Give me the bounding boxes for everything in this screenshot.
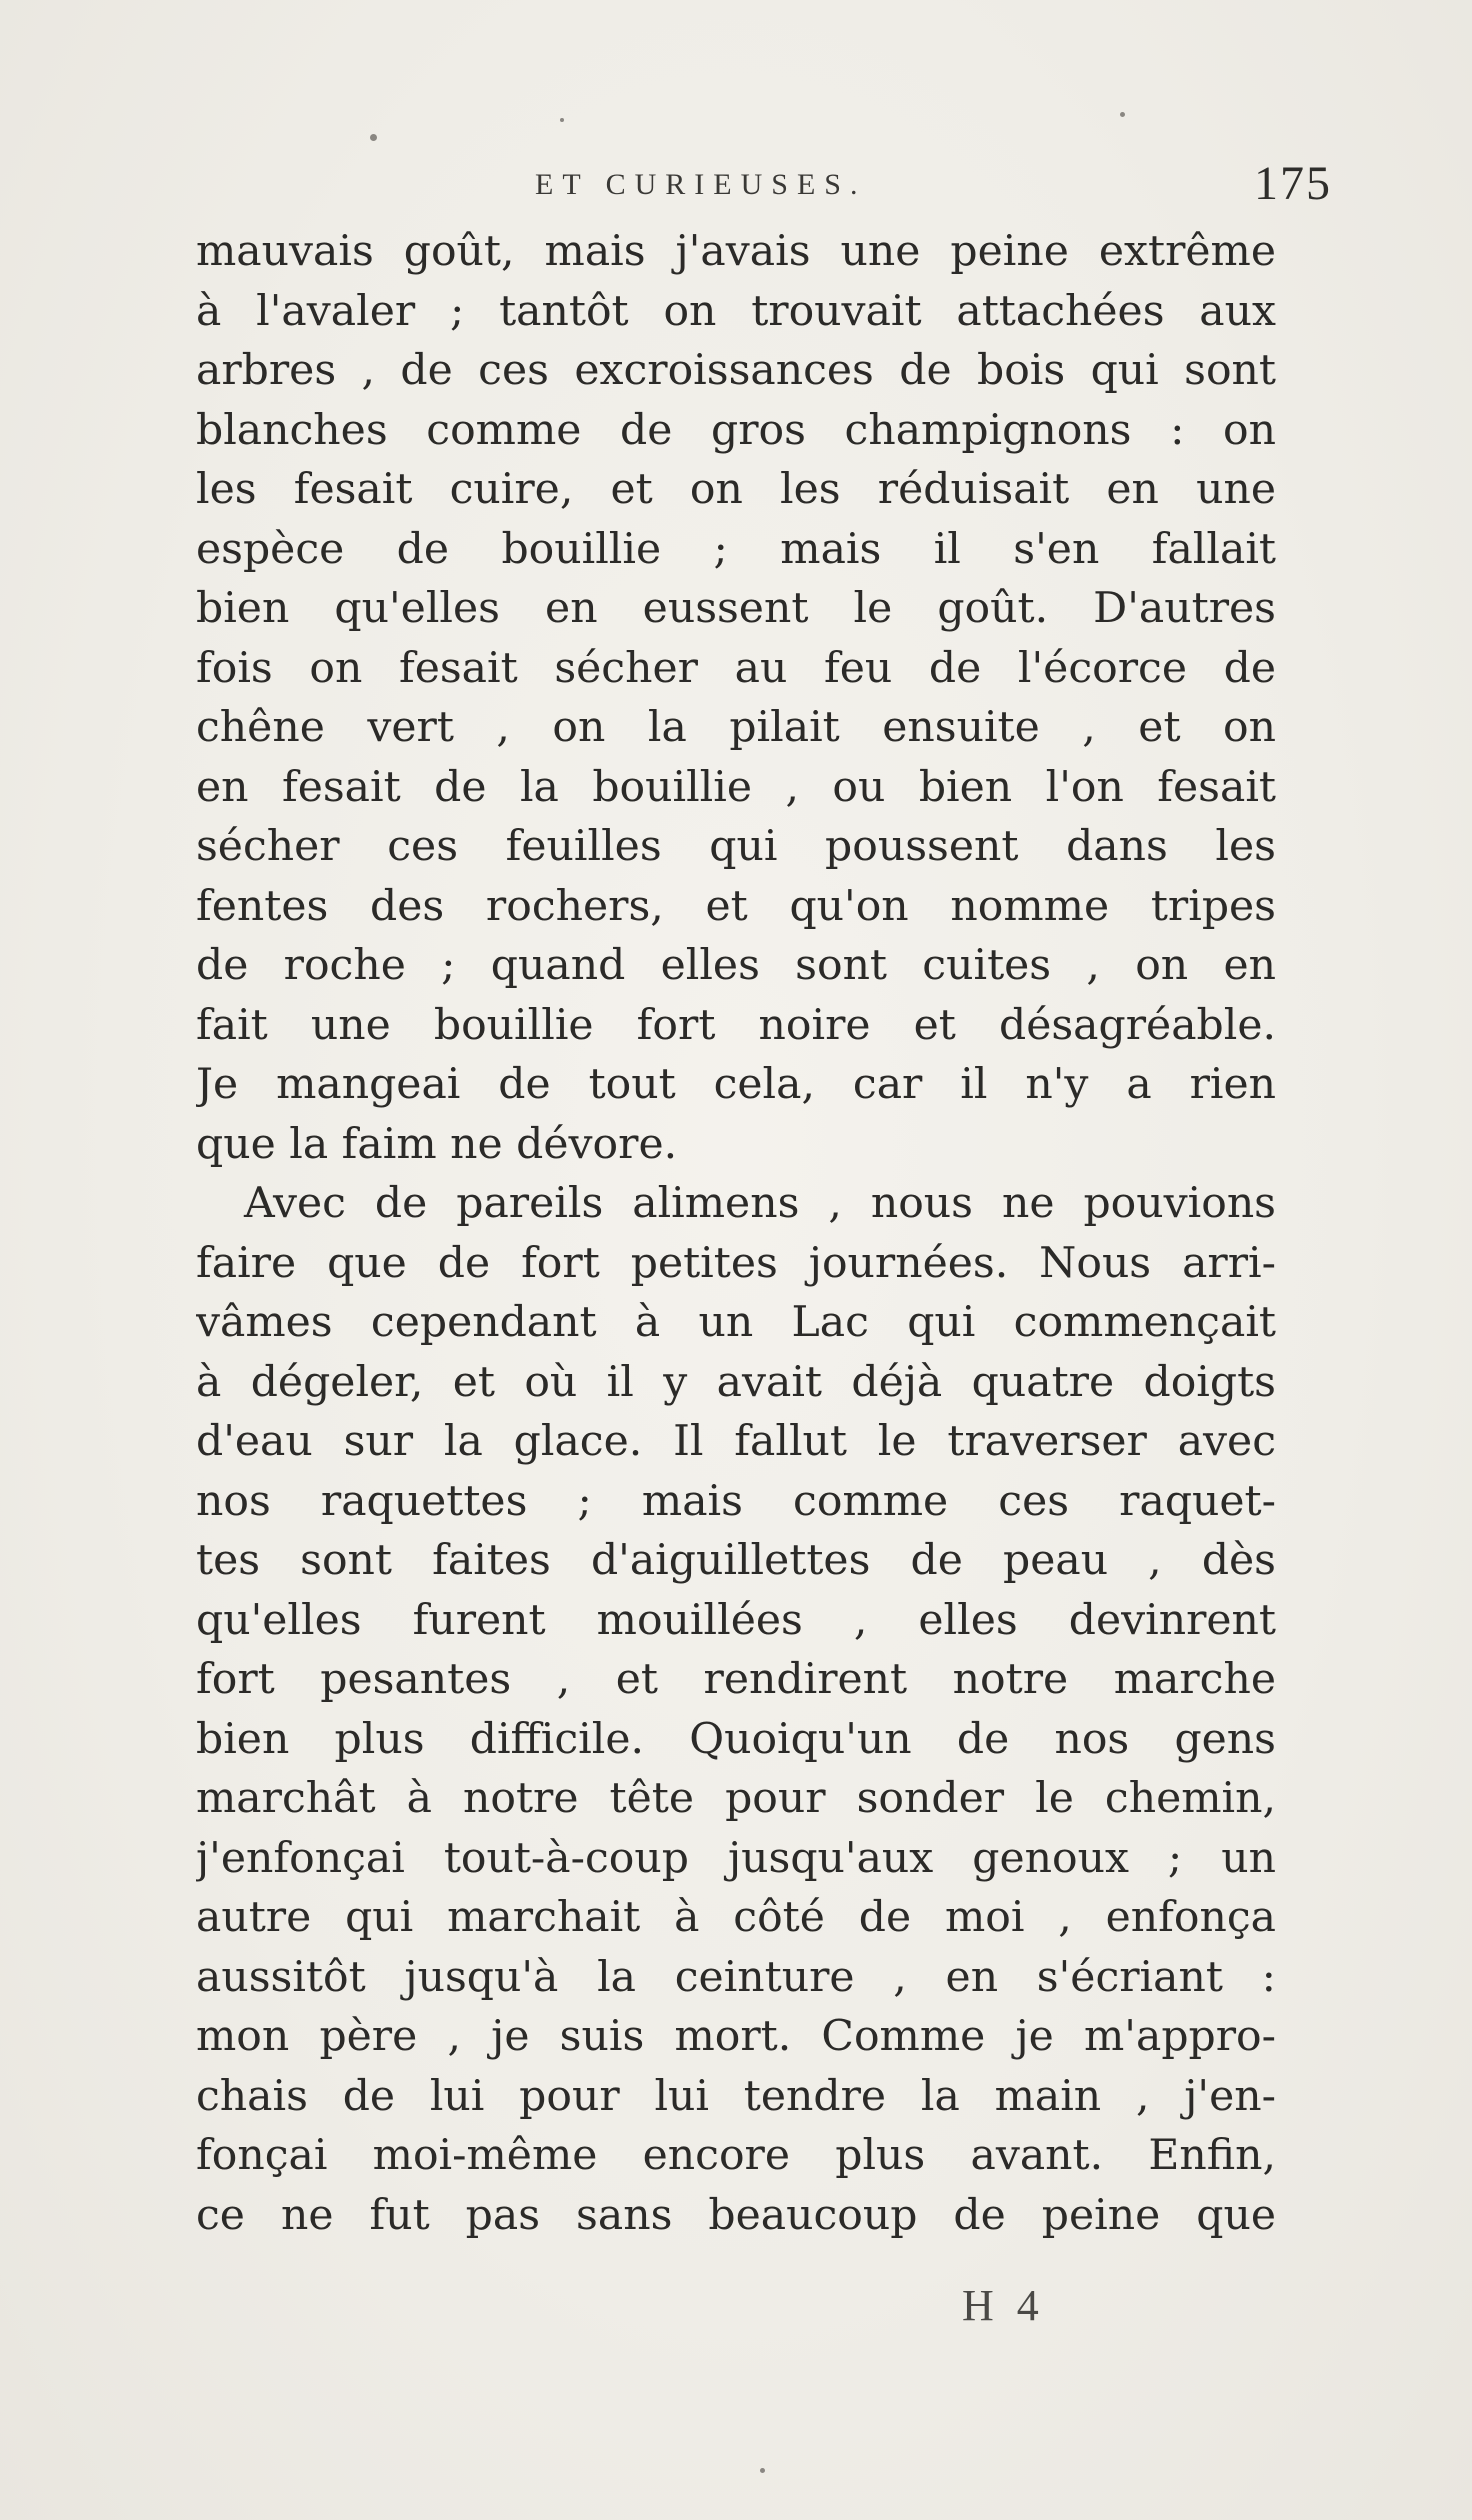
text-line: fort pesantes , et rendirent notre marche: [196, 1655, 1276, 1704]
page-number: 175: [1254, 157, 1332, 210]
text-line: fonçai moi-même encore plus avant. Enfin,: [196, 2131, 1276, 2180]
text-line: chais de lui pour lui tendre la main , j'en-: [196, 2071, 1276, 2121]
text-line: Je mangeai de tout cela, car il n'y a rien: [196, 1060, 1276, 1109]
text-line: mauvais goût, mais j'avais une peine extrême: [196, 227, 1276, 276]
text-line: bien plus difficile. Quoiqu'un de nos gens: [196, 1714, 1276, 1764]
text-line: mon père , je suis mort. Comme je m'appro-: [196, 2012, 1276, 2061]
text-line: fois on fesait sécher au feu de l'écorce de: [196, 643, 1276, 693]
text-line: tes sont faites d'aiguillettes de peau , dès: [196, 1536, 1276, 1585]
text-line: nos raquettes ; mais comme ces raquet-: [196, 1476, 1276, 1526]
text-line: arbres , de ces excroissances de bois qui sont: [196, 346, 1276, 395]
ink-speck: [560, 118, 564, 122]
text-line: qu'elles furent mouillées , elles devinrent: [196, 1595, 1276, 1645]
text-line: aussitôt jusqu'à la ceinture , en s'écriant :: [196, 1952, 1276, 2002]
text-line: à l'avaler ; tantôt on trouvait attachées aux: [196, 286, 1276, 336]
text-line: marchât à notre tête pour sonder le chemin,: [196, 1774, 1276, 1823]
text-line: ce ne fut pas sans beaucoup de peine que: [196, 2190, 1276, 2240]
text-line: faire que de fort petites journées. Nous arri-: [196, 1238, 1276, 1288]
text-line: les fesait cuire, et on les réduisait en une: [196, 465, 1276, 514]
body-text: [196, 222, 1276, 2245]
text-line: que la faim ne dévore.: [196, 1119, 678, 1169]
text-line: en fesait de la bouillie , ou bien l'on fesait: [196, 762, 1276, 812]
text-line: à dégeler, et où il y avait déjà quatre doigts: [196, 1357, 1276, 1407]
text-line: j'enfonçai tout-à-coup jusqu'aux genoux ; un: [196, 1833, 1276, 1883]
text-line: d'eau sur la glace. Il fallut le traverser avec: [196, 1417, 1276, 1466]
text-line: chêne vert , on la pilait ensuite , et on: [196, 703, 1276, 752]
ink-speck: [760, 2468, 765, 2473]
text-line: de roche ; quand elles sont cuites , on en: [196, 941, 1276, 990]
text-line: autre qui marchait à côté de moi , enfonça: [196, 1893, 1276, 1942]
text-line: blanches comme de gros champignons : on: [196, 405, 1276, 455]
text-line: Avec de pareils alimens , nous ne pouvions: [244, 1179, 1276, 1228]
running-head: ET CURIEUSES.: [535, 168, 867, 201]
ink-speck: [1120, 112, 1125, 117]
signature-mark: H 4: [962, 2281, 1045, 2330]
text-line: fait une bouillie fort noire et désagréable.: [196, 1000, 1276, 1050]
page-header: [535, 157, 1340, 214]
ink-speck: [370, 134, 377, 141]
text-line: bien qu'elles en eussent le goût. D'autres: [196, 584, 1276, 633]
text-line: sécher ces feuilles qui poussent dans les: [196, 822, 1276, 871]
text-line: vâmes cependant à un Lac qui commençait: [196, 1298, 1276, 1347]
text-line: espèce de bouillie ; mais il s'en fallait: [196, 524, 1276, 574]
text-line: fentes des rochers, et qu'on nomme tripes: [196, 881, 1276, 931]
